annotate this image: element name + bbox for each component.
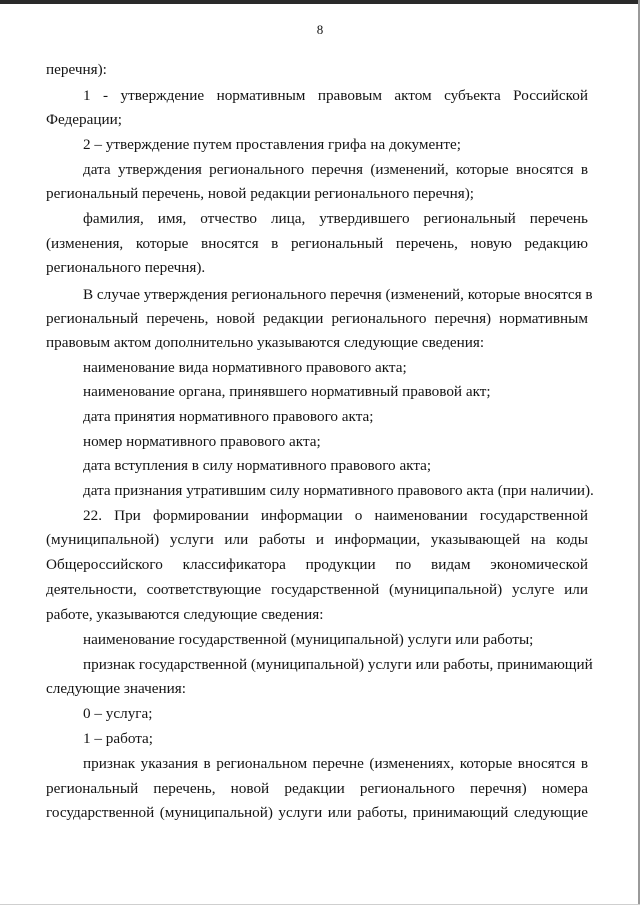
text-line: номер нормативного правового акта; [83,433,321,450]
text-line: 1 - утверждение нормативным правовым актом субъекта Российской [83,87,588,104]
text-line: наименование государственной (муниципальной) услуги или работы; [83,631,534,648]
page-number: 8 [316,22,324,37]
text-line: следующие значения: [46,680,186,697]
text-line: государственной (муниципальной) услуги или работы, принимающий следующие [46,804,588,821]
text-line: фамилия, имя, отчество лица, утвердившего региональный перечень [83,210,588,227]
text-line: наименование вида нормативного правового акта; [83,359,407,376]
text-line: работе, указываются следующие сведения: [46,606,324,623]
text-line: 22. При формировании информации о наименовании государственной [83,507,588,524]
text-line: (муниципальной) услуги или работы и информации, указывающей на коды [46,531,588,548]
text-line: правовым актом дополнительно указываются следующие сведения: [46,334,485,351]
text-line: Общероссийского классификатора продукции по видам экономической [46,556,588,573]
text-line: дата вступления в силу нормативного правового акта; [83,457,432,474]
text-line: перечня): [46,61,107,78]
text-line: деятельности, соответствующие государственной (муниципальной) услуге или [46,581,588,598]
text-line: наименование органа, принявшего нормативный правовой акт; [83,383,491,400]
text-line: регионального перечня). [46,259,206,276]
scan-top-edge [0,0,640,4]
text-line: признак указания в региональном перечне (изменениях, которые вносятся в [83,755,588,772]
text-line: (изменения, которые вносятся в региональный перечень, новую редакцию [46,235,588,252]
text-line: признак государственной (муниципальной) услуги или работы, принимающий [83,656,593,673]
text-line: дата утверждения регионального перечня (изменений, которые вносятся в [83,161,588,178]
text-line: региональный перечень, новой редакции регионального перечня) номера [46,780,588,797]
text-line: региональный перечень, новой редакции регионального перечня) нормативным [46,310,588,327]
text-line: Федерации; [46,111,122,128]
text-line: В случае утверждения регионального перечня (изменений, которые вносятся в [83,286,593,303]
text-line: региональный перечень, новой редакции регионального перечня); [46,185,474,202]
text-line: дата признания утратившим силу нормативного правового акта (при наличии). [83,482,594,499]
text-line: дата принятия нормативного правового акта; [83,408,374,425]
text-line: 2 – утверждение путем проставления грифа на документе; [83,136,461,153]
text-line: 1 – работа; [83,730,154,747]
text-line: 0 – услуга; [83,705,153,722]
